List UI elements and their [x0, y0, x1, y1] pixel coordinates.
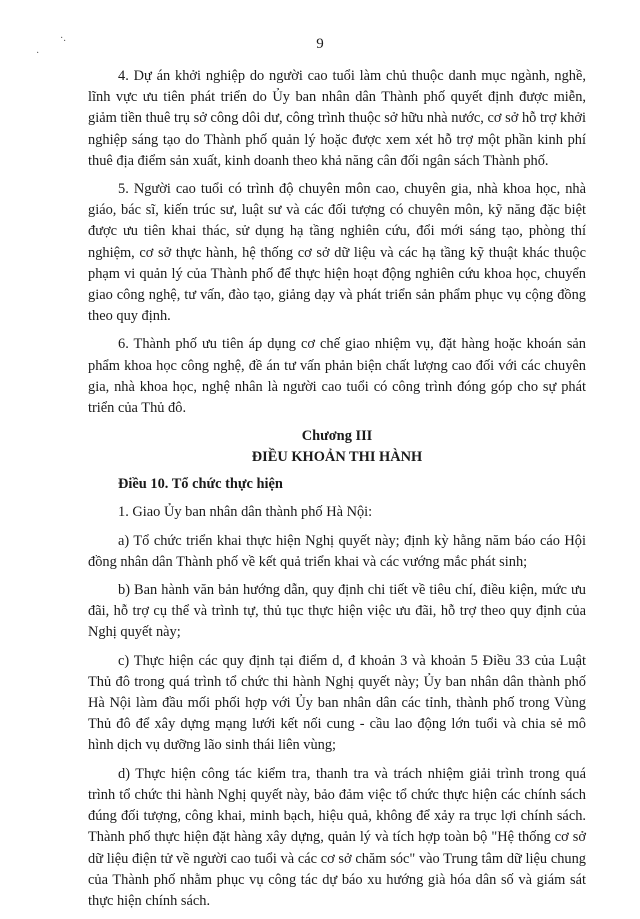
clause-1b: b) Ban hành văn bản hướng dẫn, quy định chi tiết về tiêu chí, điều kiện, mức ưu đãi, hỗ trợ cụ thể và trình tự, thủ tục thực hiện việc ưu đãi, hỗ trợ theo quy định của Nghị quyết này;	[88, 582, 586, 641]
scan-mark: ·.	[60, 33, 66, 44]
paragraph-6: 6. Thành phố ưu tiên áp dụng cơ chế giao nhiệm vụ, đặt hàng hoặc khoán sản phẩm khoa học công nghệ, đề án tư vấn phản biện chất lượng cao đối với các chuyên gia, nhà khoa học, nghệ nhân là người cao tuổi có công trình đóng góp cho sự phát triển của Thủ đô.	[88, 336, 586, 417]
clause-1c: c) Thực hiện các quy định tại điểm d, đ khoản 3 và khoản 5 Điều 33 của Luật Thủ đô trong quá trình tổ chức thi hành Nghị quyết này; Ủy ban nhân dân thành phố Hà Nội làm đầu mối phối hợp với Ủy ban nhân dân các tỉnh, thành phố trong Vùng Thủ đô để xây dựng mạng lưới kết nối cung - cầu lao động lớn tuổi và chia sẻ mô hình dịch vụ dưỡng lão sinh thái liên vùng;	[88, 652, 586, 754]
page-number: 9	[316, 36, 324, 52]
paragraph-4: 4. Dự án khởi nghiệp do người cao tuổi làm chủ thuộc danh mục ngành, nghề, lĩnh vực ưu tiên phát triển do Ủy ban nhân dân Thành phố quyết định được miễn, giảm tiền thuê trụ sở công dôi dư, công trình thuộc sở hữu nhà nước, cơ sở hỗ trợ khởi nghiệp sáng tạo do Thành phố quản lý hoặc được xem xét hỗ trợ một phần kinh phí thuê địa điểm sản xuất, kinh doanh theo khả năng cân đối ngân sách Thành phố.	[88, 68, 586, 169]
clause-1a: a) Tổ chức triển khai thực hiện Nghị quyết này; định kỳ hằng năm báo cáo Hội đồng nhân dân Thành phố về kết quả triển khai và các vướng mắc phát sinh;	[88, 532, 586, 570]
document-body	[88, 66, 586, 919]
clause-1: 1. Giao Ủy ban nhân dân thành phố Hà Nội:	[118, 504, 373, 521]
article-title: Điều 10. Tổ chức thực hiện	[118, 476, 283, 493]
paragraph-5: 5. Người cao tuổi có trình độ chuyên môn cao, chuyên gia, nhà khoa học, nhà giáo, bác sĩ, kiến trúc sư, luật sư và các đối tượng có chuyên môn, kỹ năng đặc biệt được ưu tiên khai thác, sử dụng hạ tầng nghiên cứu, đổi mới sáng tạo, phòng thí nghiệm, cơ sở thực hành, hệ thống cơ sở dữ liệu và các hạ tầng kỹ thuật khác thuộc phạm vi quản lý của Thành phố để thực hiện hoạt động nghiên cứu khoa học, chuyển giao công nghệ, tư vấn, đào tạo, giảng dạy và phát triển sản phẩm phục vụ cộng đồng theo quy định.	[88, 181, 586, 325]
chapter-title: ĐIỀU KHOẢN THI HÀNH	[251, 449, 423, 466]
clause-1d: d) Thực hiện công tác kiểm tra, thanh tra và trách nhiệm giải trình trong quá trình tổ chức thi hành Nghị quyết này, bảo đảm việc tổ chức thực hiện các chính sách đúng đối tượng, công khai, minh bạch, hiệu quả, không để xảy ra trục lợi chính sách. Thành phố thực hiện đặt hàng xây dựng, quản lý và tích hợp toàn bộ "Hệ thống cơ sở dữ liệu điện tử về người cao tuổi và các cơ sở chăm sóc" vào Trung tâm dữ liệu chung của Thành phố nhằm phục vụ công tác dự báo xu hướng già hóa dân số và giám sát thực hiện chính sách.	[88, 765, 586, 909]
chapter-heading: Chương III	[301, 428, 373, 445]
scan-mark: ·	[36, 48, 40, 59]
